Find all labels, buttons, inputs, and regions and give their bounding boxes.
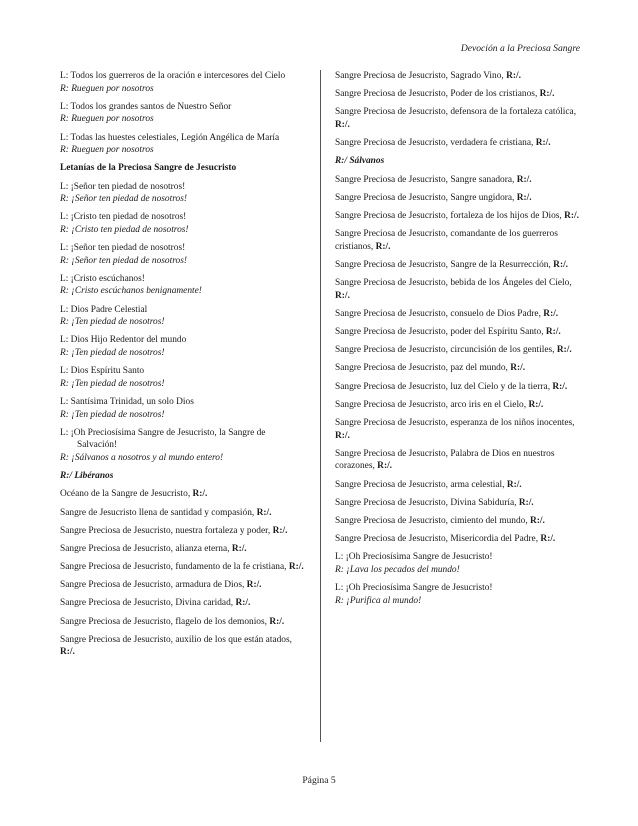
- response-line: R: ¡Lava los pecados del mundo!: [335, 564, 460, 575]
- invocation-response: R:/.: [256, 507, 272, 518]
- invocation: [60, 488, 305, 501]
- invocation-response: R:/.: [192, 489, 208, 500]
- litany-pair: [60, 334, 305, 359]
- invocation: [60, 561, 305, 574]
- invocation-text: Sangre Preciosa de Jesucristo, poder del Espíritu Santo,: [335, 327, 544, 338]
- invocation: [60, 597, 305, 610]
- litany-pair: [60, 304, 305, 329]
- invocation: [335, 381, 585, 394]
- right-column: [335, 70, 585, 613]
- invocation: [335, 308, 585, 321]
- litany-pair: [335, 582, 585, 607]
- response-line: R: ¡Ten piedad de nosotros!: [60, 348, 165, 359]
- invocation-response: R:/.: [60, 647, 75, 658]
- response-line: R: Rueguen por nosotros: [60, 83, 154, 94]
- invocation-text: Sangre de Jesucristo llena de santidad y compasión,: [60, 507, 255, 518]
- response-line: R: ¡Cristo ten piedad de nosotros!: [60, 224, 189, 235]
- leader-line: L: Dios Hijo Redentor del mundo: [60, 335, 187, 346]
- invocation-text: Sangre Preciosa de Jesucristo, Sagrado Vino,: [335, 71, 504, 81]
- invocation-response: R:/.: [535, 138, 551, 149]
- invocation-text: Sangre Preciosa de Jesucristo, Sangre ungidora,: [335, 192, 515, 203]
- invocation-text: Sangre Preciosa de Jesucristo, fortaleza de los hijos de Dios,: [335, 210, 562, 221]
- leader-line: L: ¡Oh Preciosísima Sangre de Jesucristo, la Sangre de Salvación!: [60, 427, 266, 451]
- section-response: R:/ Sálvanos: [335, 156, 385, 167]
- leader-line: L: Todos los grandes santos de Nuestro Señor: [60, 101, 232, 112]
- invocation-response: R:/.: [510, 363, 526, 374]
- invocation-response: R:/.: [231, 543, 247, 554]
- invocation-response: R:/.: [564, 210, 579, 221]
- invocation-text: Sangre Preciosa de Jesucristo, Misericordia del Padre,: [335, 534, 539, 545]
- invocation: [335, 174, 585, 187]
- column-divider: [320, 70, 321, 742]
- invocation-text: Sangre Preciosa de Jesucristo, flagelo de los demonios,: [60, 616, 267, 627]
- invocation: [335, 344, 585, 357]
- page-header: Devoción a la Preciosa Sangre: [460, 43, 580, 54]
- invocation-text: Sangre Preciosa de Jesucristo, Sangre de la Resurrección,: [335, 259, 551, 270]
- litany-pair: [335, 551, 585, 576]
- invocation-response: R:/.: [506, 479, 522, 490]
- invocation-text: Sangre Preciosa de Jesucristo, Sangre sanadora,: [335, 174, 515, 185]
- leader-line: L: ¡Señor ten piedad de nosotros!: [60, 181, 186, 192]
- response-line: R: ¡Ten piedad de nosotros!: [60, 317, 165, 328]
- invocation: [335, 106, 585, 131]
- response-line: R: Rueguen por nosotros: [60, 114, 154, 125]
- invocation: [335, 417, 585, 442]
- response-line: R: ¡Ten piedad de nosotros!: [60, 409, 165, 420]
- litany-pair: [60, 242, 305, 267]
- litany-pair: [60, 70, 305, 95]
- invocation-text: Océano de la Sangre de Jesucristo,: [60, 489, 191, 500]
- invocation-response: R:/.: [552, 381, 568, 392]
- left-column: [60, 70, 305, 665]
- litany-pair: [60, 211, 305, 236]
- invocation-text: Sangre Preciosa de Jesucristo, armadura de Dios,: [60, 580, 245, 591]
- invocation: [60, 525, 305, 538]
- leader-line: L: Santísima Trinidad, un solo Dios: [60, 397, 194, 407]
- litany-pair: [60, 181, 305, 206]
- invocation-text: Sangre Preciosa de Jesucristo, arco iris en el Cielo,: [335, 399, 527, 410]
- invocation: [335, 259, 585, 272]
- leader-line: L: ¡Oh Preciosísima Sangre de Jesucristo!: [335, 552, 493, 563]
- invocation-response: R:/.: [377, 461, 393, 472]
- invocation: [60, 543, 305, 556]
- response-line: R: ¡Purifica al mundo!: [335, 595, 422, 606]
- invocation-text: Sangre Preciosa de Jesucristo, bebida de los Ángeles del Cielo,: [335, 278, 572, 289]
- invocation-response: R:/.: [335, 290, 350, 301]
- invocation-text: Sangre Preciosa de Jesucristo, alianza eterna,: [60, 543, 230, 554]
- leader-line: L: Todas las huestes celestiales, Legión Angélica de María: [60, 132, 280, 143]
- invocation-response: R:/.: [539, 89, 555, 100]
- invocation-text: Sangre Preciosa de Jesucristo, nuestra fortaleza y poder,: [60, 525, 271, 536]
- invocation-text: Sangre Preciosa de Jesucristo, cimiento del mundo,: [335, 515, 528, 526]
- invocation: [335, 533, 585, 546]
- invocation: [60, 634, 305, 659]
- invocation: [335, 399, 585, 412]
- invocation-text: Sangre Preciosa de Jesucristo, Poder de los cristianos,: [335, 89, 538, 100]
- invocation-response: R:/.: [543, 308, 559, 319]
- invocation-response: R:/.: [516, 192, 532, 203]
- invocation-response: R:/.: [553, 259, 569, 270]
- invocation: [335, 326, 585, 339]
- invocation: [335, 137, 585, 150]
- invocation-text: Sangre Preciosa de Jesucristo, circuncisión de los gentiles,: [335, 345, 555, 356]
- leader-line: L: ¡Señor ten piedad de nosotros!: [60, 243, 186, 254]
- invocation-text: Sangre Preciosa de Jesucristo, arma celestial,: [335, 479, 505, 490]
- invocation: [60, 616, 305, 629]
- section-response: R:/ Libéranos: [60, 471, 114, 482]
- invocation: [335, 479, 585, 492]
- invocation: [335, 228, 585, 253]
- response-line: R: ¡Señor ten piedad de nosotros!: [60, 194, 187, 205]
- invocation-response: R:/.: [375, 241, 391, 252]
- litany-pair: [60, 365, 305, 390]
- invocation-response: R:/.: [269, 616, 285, 627]
- litany-pair: [60, 101, 305, 126]
- invocation: [335, 515, 585, 528]
- litany-pair: [60, 396, 305, 421]
- invocation-text: Sangre Preciosa de Jesucristo, defensora de la fortaleza católica,: [335, 107, 577, 118]
- litany-pair: [60, 132, 305, 157]
- invocation: [335, 192, 585, 205]
- invocation-response: R:/.: [516, 174, 532, 185]
- litany-pair: [60, 427, 305, 465]
- invocation-text: Sangre Preciosa de Jesucristo, consuelo de Dios Padre,: [335, 308, 541, 319]
- invocation-response: R:/.: [556, 345, 572, 356]
- leader-line: L: ¡Cristo ten piedad de nosotros!: [60, 212, 187, 223]
- invocation-response: R:/.: [335, 119, 350, 130]
- invocation-text: Sangre Preciosa de Jesucristo, verdadera fe cristiana,: [335, 138, 534, 149]
- invocation-text: Sangre Preciosa de Jesucristo, comandante de los guerreros cristianos,: [335, 229, 558, 252]
- invocation-response: R:/.: [540, 534, 556, 545]
- invocation-response: R:/.: [288, 562, 304, 573]
- invocation-text: Sangre Preciosa de Jesucristo, Divina Sabiduría,: [335, 497, 517, 508]
- leader-line: L: ¡Cristo escúchanos!: [60, 273, 145, 284]
- invocation-text: Sangre Preciosa de Jesucristo, Palabra de Dios en nuestros corazones,: [335, 448, 555, 472]
- invocation-text: Sangre Preciosa de Jesucristo, Divina caridad,: [60, 598, 234, 609]
- invocation: [335, 497, 585, 510]
- invocation-text: Sangre Preciosa de Jesucristo, luz del Cielo y de la tierra,: [335, 381, 551, 392]
- invocation-response: R:/.: [545, 327, 561, 338]
- invocation-response: R:/.: [518, 497, 534, 508]
- response-line: R: ¡Señor ten piedad de nosotros!: [60, 255, 187, 266]
- invocation-text: Sangre Preciosa de Jesucristo, auxilio de los que están atados,: [60, 634, 292, 645]
- leader-line: L: Dios Espíritu Santo: [60, 366, 145, 377]
- invocation: [335, 88, 585, 101]
- page-number: Página 5: [302, 775, 336, 786]
- response-line: R: ¡Cristo escúchanos benignamente!: [60, 286, 202, 297]
- invocation-response: R:/.: [272, 525, 288, 536]
- leader-line: L: Todos los guerreros de la oración e intercesores del Cielo: [60, 71, 286, 81]
- litany-pair: [60, 273, 305, 298]
- invocation-response: R:/.: [246, 580, 262, 591]
- invocation: [335, 210, 585, 223]
- response-line: R: ¡Ten piedad de nosotros!: [60, 378, 165, 389]
- invocation: [60, 507, 305, 520]
- invocation-response: R:/.: [335, 430, 350, 441]
- leader-line: L: Dios Padre Celestial: [60, 304, 148, 315]
- litany-title: Letanías de la Preciosa Sangre de Jesucristo: [60, 163, 237, 174]
- invocation-response: R:/.: [530, 515, 545, 526]
- invocation: [335, 362, 585, 375]
- invocation-text: Sangre Preciosa de Jesucristo, esperanza de los niños inocentes,: [335, 417, 575, 428]
- invocation: [335, 448, 585, 473]
- leader-line: L: ¡Oh Preciosísima Sangre de Jesucristo!: [335, 583, 493, 594]
- invocation-response: R:/.: [235, 598, 251, 609]
- invocation: [60, 579, 305, 592]
- response-line: R: ¡Sálvanos a nosotros y al mundo entero!: [60, 452, 224, 463]
- invocation-response: R:/.: [528, 399, 544, 410]
- invocation: [335, 70, 585, 83]
- invocation-text: Sangre Preciosa de Jesucristo, paz del mundo,: [335, 363, 508, 374]
- response-line: R: Rueguen por nosotros: [60, 145, 154, 156]
- invocation: [335, 277, 585, 302]
- invocation-text: Sangre Preciosa de Jesucristo, fundamento de la fe cristiana,: [60, 562, 287, 573]
- invocation-response: R:/.: [506, 71, 521, 81]
